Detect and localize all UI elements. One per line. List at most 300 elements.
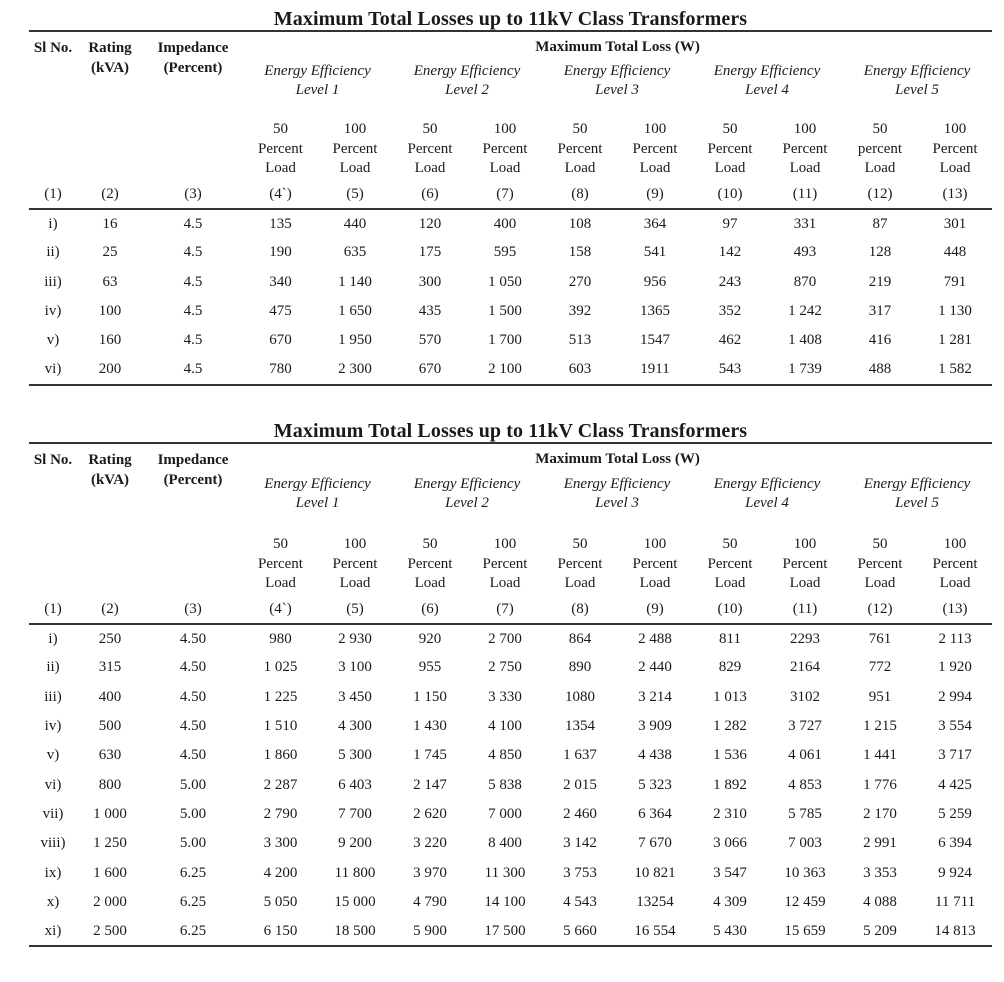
table-cell: 3 727	[788, 718, 822, 735]
table-cell: 4.5	[183, 273, 203, 290]
header-text-line: 100	[943, 121, 967, 137]
table-cell: 1 500	[488, 303, 522, 320]
table-cell: 603	[568, 361, 592, 378]
table-cell: 6 403	[338, 776, 372, 793]
table-cell: 100	[98, 303, 122, 320]
table-cell: 543	[718, 361, 742, 378]
table-cell: 1 776	[863, 776, 897, 793]
header-text-line: Level 3	[595, 495, 639, 511]
table-cell: 1547	[640, 332, 670, 349]
table-row	[29, 858, 992, 887]
table-cell: 440	[343, 215, 367, 232]
table-cell: 1354	[565, 718, 595, 735]
table-cell: 158	[568, 244, 592, 261]
table-cell: 1 510	[263, 718, 298, 735]
header-text-line: 100	[493, 536, 517, 552]
loss-table	[29, 442, 992, 947]
header-column-number: (7)	[496, 186, 514, 202]
table-cell: 2 991	[863, 835, 897, 852]
header-text-line: 50	[572, 536, 588, 552]
header-load	[318, 527, 392, 595]
header-sl-no	[29, 31, 77, 180]
table-cell: 317	[868, 303, 892, 320]
table-cell: 513	[568, 332, 592, 349]
table-cell: 5 900	[413, 922, 447, 939]
header-text-line: 50	[572, 121, 588, 137]
header-efficiency-level	[542, 58, 692, 112]
table-cell: 2164	[790, 659, 820, 676]
header-column-number: (10)	[717, 601, 743, 617]
table-cell: 4 543	[563, 893, 597, 910]
row-serial-cell: iv)	[44, 303, 62, 320]
table-cell: 5 660	[563, 922, 597, 939]
table-cell: 5 050	[263, 893, 298, 910]
loss-table-section-2	[29, 420, 992, 947]
header-text-line: 50	[422, 536, 438, 552]
table-cell: 1911	[640, 361, 670, 378]
header-load	[618, 112, 692, 180]
header-text-line: Load	[265, 160, 296, 176]
table-cell: 2 488	[638, 630, 672, 647]
table-cell: 135	[269, 215, 292, 232]
header-sl-no-text: Sl No.	[33, 40, 73, 56]
table-cell: 4 850	[488, 747, 522, 764]
table-cell: 1 150	[413, 688, 447, 705]
header-efficiency-level	[692, 470, 842, 527]
table-cell: 4 425	[938, 776, 972, 793]
table-cell: 811	[719, 630, 741, 647]
table-cell: 2 287	[263, 776, 298, 793]
table-cell: 1 050	[488, 273, 522, 290]
header-text-line: Load	[564, 575, 596, 591]
header-rating	[77, 31, 143, 180]
table-cell: 4 438	[638, 747, 672, 764]
table-cell: 462	[718, 332, 742, 349]
header-column-number: (2)	[101, 601, 119, 617]
header-text-line: 50	[273, 121, 288, 137]
table-cell: 1 282	[713, 718, 747, 735]
header-impedance	[143, 443, 243, 595]
table-cell: 1 700	[488, 332, 522, 349]
header-text-line: Level 2	[445, 495, 489, 511]
table-cell: 3 970	[413, 864, 447, 881]
table-cell: 4.5	[183, 215, 203, 232]
table-cell: 3 554	[938, 718, 972, 735]
table-title: Maximum Total Losses up to 11kV Class Transformers	[273, 420, 748, 442]
header-text-line: Level 2	[445, 82, 489, 98]
header-text-line: Percent	[782, 555, 828, 572]
table-cell: 475	[269, 303, 292, 320]
table-cell: 1 130	[938, 303, 972, 320]
header-load	[842, 112, 918, 180]
table-cell: 120	[418, 215, 442, 232]
table-body	[29, 209, 992, 385]
table-cell: 1 281	[938, 332, 972, 349]
header-text-line: Energy Efficiency	[563, 63, 671, 79]
header-text-line: Load	[564, 160, 596, 176]
header-column-number: (11)	[792, 601, 818, 617]
table-cell: 14 813	[934, 922, 976, 939]
table-cell: 1 920	[938, 659, 972, 676]
table-cell: 670	[269, 332, 292, 349]
table-row	[29, 917, 992, 946]
header-column-number: (3)	[184, 186, 202, 202]
table-cell: 25	[102, 244, 118, 261]
table-cell: 1 600	[93, 864, 127, 881]
header-text-line: Percent	[482, 140, 528, 157]
table-cell: 1365	[640, 303, 670, 320]
table-row	[29, 209, 992, 238]
table-cell: 3 753	[563, 864, 597, 881]
header-text-line: 100	[493, 121, 517, 137]
header-load	[692, 112, 768, 180]
table-row	[29, 238, 992, 267]
header-text-line: Level 1	[295, 495, 340, 511]
header-load	[768, 112, 842, 180]
table-cell: 400	[98, 688, 122, 705]
header-text-line: Load	[489, 575, 521, 591]
header-row-group	[29, 443, 992, 470]
header-text-line: Percent	[557, 555, 603, 572]
table-cell: 1 013	[713, 688, 747, 705]
header-text-line: 100	[643, 121, 667, 137]
table-header	[29, 443, 992, 624]
header-text-line: Percent	[407, 555, 453, 572]
table-cell: 2 460	[563, 805, 597, 822]
header-column-number: (5)	[346, 601, 364, 617]
table-cell: 595	[493, 244, 517, 261]
header-text-line: Load	[339, 575, 371, 591]
table-cell: 1 225	[263, 688, 298, 705]
header-text-line: 50	[872, 536, 888, 552]
table-cell: 4.50	[179, 659, 207, 676]
header-text-line: Percent	[332, 555, 378, 572]
header-text-line: 100	[643, 536, 667, 552]
table-cell: 6 394	[938, 835, 972, 852]
header-row-group	[29, 31, 992, 58]
table-cell: 7 670	[638, 835, 672, 852]
table-cell: 315	[98, 659, 122, 676]
header-sl-no	[29, 443, 77, 595]
header-text-line: Percent	[332, 140, 378, 157]
header-row-column-numbers	[29, 180, 992, 209]
table-cell: 16 554	[634, 922, 676, 939]
header-column-number: (3)	[184, 601, 202, 617]
header-text-line: Percent	[632, 140, 678, 157]
header-text-line: Energy Efficiency	[563, 476, 671, 492]
header-column-number: (6)	[421, 186, 439, 202]
header-text-line: Percent	[707, 140, 753, 157]
header-impedance	[143, 31, 243, 180]
table-cell: 791	[943, 273, 967, 290]
table-cell: 3 300	[263, 835, 298, 852]
table-cell: 2 000	[93, 893, 127, 910]
table-cell: 400	[493, 215, 517, 232]
row-serial-cell: ii)	[46, 244, 60, 261]
table-cell: 4.50	[179, 630, 207, 647]
table-cell: 4 300	[338, 718, 372, 735]
table-row	[29, 653, 992, 682]
table-cell: 1 000	[93, 805, 127, 822]
header-column-number: (10)	[717, 186, 743, 202]
header-text-line: Percent	[707, 555, 753, 572]
table-cell: 800	[98, 776, 122, 793]
table-cell: 1 637	[563, 747, 597, 764]
table-cell: 980	[269, 630, 292, 647]
table-row	[29, 326, 992, 355]
header-text-line: Percent	[632, 555, 678, 572]
header-text-line: 100	[793, 121, 817, 137]
table-cell: 1 250	[93, 835, 127, 852]
header-row-column-numbers	[29, 595, 992, 624]
header-column-number: (9)	[646, 601, 664, 617]
table-cell: 1 025	[263, 659, 298, 676]
table-cell: 3 066	[713, 835, 747, 852]
table-cell: 493	[793, 244, 817, 261]
header-text-line: Load	[864, 160, 896, 176]
header-efficiency-level	[692, 58, 842, 112]
row-serial-cell: ii)	[46, 659, 60, 676]
header-load	[918, 527, 992, 595]
table-title: Maximum Total Losses up to 11kV Class Transformers	[273, 8, 748, 30]
header-column-number: (1)	[44, 601, 62, 617]
header-load	[392, 527, 468, 595]
header-efficiency-level	[243, 470, 392, 527]
loss-table-section-1	[29, 8, 992, 386]
table-cell: 1 242	[788, 303, 822, 320]
table-cell: 5.00	[179, 835, 207, 852]
header-text-line: 100	[793, 536, 817, 552]
header-text-line: Energy Efficiency	[264, 476, 371, 492]
header-efficiency-level	[392, 58, 542, 112]
table-cell: 3 142	[563, 835, 597, 852]
table-cell: 142	[718, 244, 742, 261]
table-cell: 18 500	[334, 922, 376, 939]
table-cell: 5.00	[179, 776, 207, 793]
table-row	[29, 829, 992, 858]
table-cell: 761	[868, 630, 892, 647]
row-serial-cell: i)	[48, 630, 58, 647]
table-cell: 2 100	[488, 361, 522, 378]
header-text-line: Percent	[258, 140, 303, 157]
table-cell: 541	[643, 244, 667, 261]
table-cell: 2 170	[863, 805, 897, 822]
table-cell: 128	[868, 244, 892, 261]
table-cell: 951	[868, 688, 892, 705]
header-text-line: Load	[864, 575, 896, 591]
table-cell: 15 000	[334, 893, 376, 910]
table-cell: 175	[418, 244, 442, 261]
header-column-number: (8)	[571, 186, 589, 202]
table-cell: 340	[269, 273, 292, 290]
row-serial-cell: xi)	[44, 922, 62, 939]
table-cell: 500	[98, 718, 122, 735]
table-cell: 10 363	[784, 864, 826, 881]
table-cell: 1 892	[713, 776, 747, 793]
row-serial-cell: i)	[48, 215, 58, 232]
table-cell: 4.50	[179, 718, 207, 735]
row-serial-cell: ix)	[44, 864, 62, 881]
table-cell: 3 330	[488, 688, 522, 705]
row-serial-cell: iii)	[44, 273, 62, 290]
row-serial-cell: v)	[46, 332, 60, 349]
table-cell: 2 440	[638, 659, 672, 676]
header-load	[918, 112, 992, 180]
header-text-line: Load	[939, 575, 971, 591]
table-cell: 17 500	[484, 922, 526, 939]
header-column-number: (1)	[44, 186, 62, 202]
header-text-line: 100	[943, 536, 967, 552]
table-cell: 6.25	[179, 893, 207, 910]
table-cell: 3 909	[638, 718, 672, 735]
table-cell: 5 838	[488, 776, 522, 793]
table-cell: 5.00	[179, 805, 207, 822]
table-cell: 15 659	[784, 922, 826, 939]
table-cell: 6.25	[179, 922, 207, 939]
header-load	[318, 112, 392, 180]
table-cell: 5 300	[338, 747, 372, 764]
table-row	[29, 888, 992, 917]
header-column-number: (7)	[496, 601, 514, 617]
header-efficiency-level	[842, 470, 992, 527]
table-cell: 16	[102, 215, 118, 232]
table-cell: 4.5	[183, 332, 203, 349]
header-load	[392, 112, 468, 180]
table-row	[29, 297, 992, 326]
header-load	[542, 527, 618, 595]
table-cell: 4 790	[413, 893, 447, 910]
header-text-line: Level 4	[745, 495, 789, 511]
table-cell: 243	[718, 273, 742, 290]
header-rating-text: Rating (kVA)	[88, 40, 132, 76]
row-serial-cell: iv)	[44, 718, 62, 735]
header-text-line: Load	[265, 575, 296, 591]
table-cell: 956	[643, 273, 667, 290]
table-row	[29, 741, 992, 770]
table-cell: 1 215	[863, 718, 897, 735]
table-cell: 2 994	[938, 688, 972, 705]
header-text-line: 50	[872, 121, 888, 137]
header-text-line: 50	[722, 536, 738, 552]
loss-table	[29, 30, 992, 386]
table-cell: 392	[568, 303, 592, 320]
header-text-line: Load	[414, 575, 446, 591]
table-cell: 10 821	[634, 864, 676, 881]
table-cell: 670	[418, 361, 442, 378]
table-cell: 4 100	[488, 718, 522, 735]
table-cell: 160	[98, 332, 122, 349]
header-text-line: Load	[339, 160, 371, 176]
table-cell: 12 459	[784, 893, 826, 910]
header-column-number: (11)	[792, 186, 818, 202]
header-column-number: (13)	[942, 186, 968, 202]
header-text-line: Energy Efficiency	[264, 63, 371, 79]
header-column-number: (4`)	[269, 601, 292, 617]
table-cell: 3 353	[863, 864, 897, 881]
header-max-total-loss: Maximum Total Loss (W)	[535, 39, 700, 55]
table-cell: 1 745	[413, 747, 447, 764]
header-text-line: percent	[857, 140, 903, 157]
header-text-line: 50	[422, 121, 438, 137]
table-cell: 1 536	[713, 747, 747, 764]
header-text-line: Level 5	[895, 82, 939, 98]
table-cell: 955	[418, 659, 442, 676]
table-cell: 250	[98, 630, 122, 647]
table-cell: 570	[418, 332, 442, 349]
header-text-line: Energy Efficiency	[863, 476, 971, 492]
table-cell: 1 860	[263, 747, 298, 764]
table-cell: 11 800	[334, 864, 376, 881]
header-max-total-loss: Maximum Total Loss (W)	[535, 451, 700, 467]
table-cell: 635	[343, 244, 367, 261]
table-cell: 3 214	[638, 688, 672, 705]
table-cell: 7 003	[788, 835, 822, 852]
table-cell: 11 300	[484, 864, 526, 881]
header-load	[243, 527, 318, 595]
header-text-line: Percent	[782, 140, 828, 157]
table-cell: 7 000	[488, 805, 522, 822]
table-cell: 331	[793, 215, 817, 232]
table-row	[29, 355, 992, 384]
table-cell: 630	[98, 747, 122, 764]
header-sl-no-text: Sl No.	[33, 452, 73, 468]
table-cell: 1 739	[788, 361, 822, 378]
table-row	[29, 683, 992, 712]
header-text-line: Load	[639, 575, 671, 591]
header-efficiency-level	[542, 470, 692, 527]
header-load	[243, 112, 318, 180]
table-cell: 2 500	[93, 922, 127, 939]
table-cell: 4.5	[183, 244, 203, 261]
table-cell: 2 700	[488, 630, 522, 647]
table-cell: 87	[872, 215, 888, 232]
header-load	[542, 112, 618, 180]
table-cell: 448	[943, 244, 967, 261]
table-cell: 352	[718, 303, 742, 320]
table-cell: 219	[868, 273, 892, 290]
table-cell: 772	[868, 659, 892, 676]
table-cell: 1 950	[338, 332, 372, 349]
table-cell: 829	[718, 659, 742, 676]
table-cell: 2 015	[563, 776, 597, 793]
table-cell: 5 323	[638, 776, 672, 793]
table-cell: 1 430	[413, 718, 447, 735]
table-cell: 3 717	[938, 747, 972, 764]
header-column-number: (12)	[867, 601, 893, 617]
table-cell: 5 209	[863, 922, 897, 939]
header-column-number: (13)	[942, 601, 968, 617]
header-text-line: Percent	[407, 140, 453, 157]
table-row	[29, 268, 992, 297]
header-efficiency-level	[243, 58, 392, 112]
table-cell: 13254	[636, 893, 674, 910]
table-cell: 301	[943, 215, 967, 232]
table-row	[29, 770, 992, 799]
table-cell: 864	[568, 630, 592, 647]
header-text-line: 50	[722, 121, 738, 137]
header-text-line: Load	[489, 160, 521, 176]
header-text-line: Percent	[482, 555, 528, 572]
table-cell: 1 650	[338, 303, 372, 320]
header-load	[692, 527, 768, 595]
table-row	[29, 712, 992, 741]
table-cell: 780	[269, 361, 292, 378]
header-text-line: Load	[789, 160, 821, 176]
header-text-line: Load	[939, 160, 971, 176]
table-row	[29, 624, 992, 653]
table-cell: 3 100	[338, 659, 372, 676]
table-cell: 2 113	[938, 630, 972, 647]
